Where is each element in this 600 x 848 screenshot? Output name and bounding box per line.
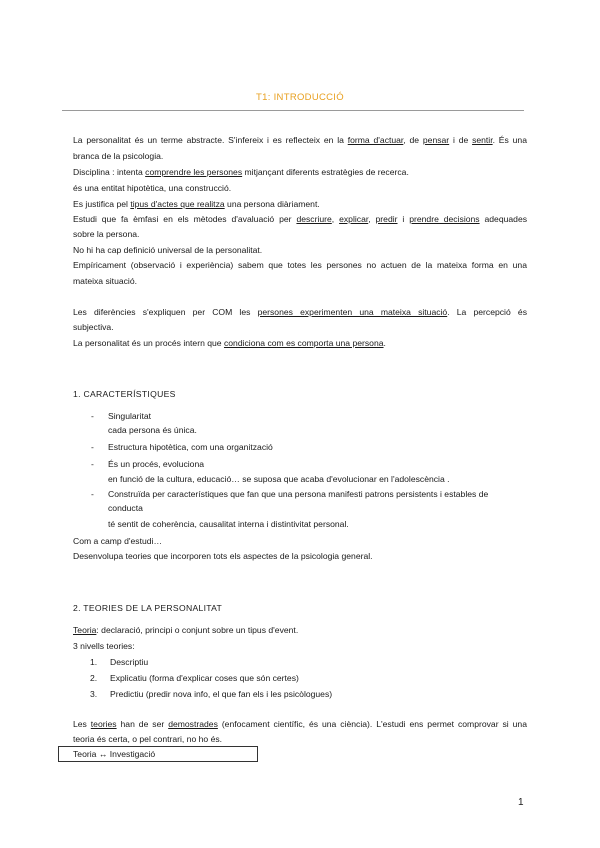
- numbered-item: Predictiu (predir nova info, el que fan els i les psicòlogues): [110, 689, 333, 699]
- intro-line-4: és una entitat hipotètica, una construcció.: [73, 183, 232, 193]
- intro-line-8: No hi ha cap definició universal de la personalitat.: [73, 245, 263, 255]
- list-item: Construïda per característiques que fan que una persona manifesti patrons persistents i estables de: [108, 489, 489, 499]
- numbered-item-number: 1.: [90, 657, 98, 667]
- intro-line-7: sobre la persona.: [73, 229, 140, 239]
- intro-line-12: subjectiva.: [73, 322, 114, 332]
- numbered-item-number: 2.: [90, 673, 98, 683]
- levels-label: 3 nivells teories:: [73, 641, 135, 651]
- section-1-text: Desenvolupa teories que incorporen tots els aspectes de la psicologia general.: [73, 551, 373, 561]
- theory-investigation-box: [58, 746, 258, 762]
- list-item-dash: -: [91, 489, 94, 499]
- list-item-dash: -: [91, 442, 94, 452]
- intro-line-3: Disciplina : intenta comprendre les persones mitjançant diferents estratègies de recerca.: [73, 167, 409, 177]
- intro-line-2: branca de la psicologia.: [73, 151, 164, 161]
- intro-line-11: Les diferències s'expliquen per COM les persones experimenten una mateixa situació. La percepció és: [73, 307, 527, 317]
- list-item: Singularitat: [108, 411, 151, 421]
- intro-line-13: La personalitat és un procés intern que condiciona com es comporta una persona.: [73, 338, 386, 348]
- section-2-paragraph-2: teoria és certa, o pel contrari, no ho és.: [73, 734, 223, 744]
- intro-line-10: mateixa situació.: [73, 276, 138, 286]
- list-item: És un procés, evoluciona: [108, 459, 205, 469]
- intro-line-5: Es justifica pel tipus d'actes que realitza una persona diàriament.: [73, 199, 320, 209]
- section-1-heading: 1. CARACTERÍSTIQUES: [73, 389, 176, 399]
- numbered-item: Descriptiu: [110, 657, 149, 667]
- intro-line-1: La personalitat és un terme abstracte. S'infereix i es reflecteix en la forma d'actuar, de pensar i de sentir. És una: [73, 135, 527, 145]
- list-item-note: cada persona és única.: [108, 425, 197, 435]
- section-2-heading: 2. TEORIES DE LA PERSONALITAT: [73, 603, 223, 613]
- list-item: Estructura hipotètica, com una organització: [108, 442, 273, 452]
- numbered-item: Explicatiu (forma d'explicar coses que són certes): [110, 673, 299, 683]
- list-item-dash: -: [91, 411, 94, 421]
- list-item-continuation: conducta: [108, 503, 143, 513]
- intro-line-6: Estudi que fa èmfasi en els mètodes d'avaluació per descriure, explicar, predir i prendre decisions adequades: [73, 214, 528, 224]
- section-1-text: Com a camp d'estudi…: [73, 536, 163, 546]
- list-item-note: en funció de la cultura, educació… se suposa que acaba d'evolucionar en l'adolescència .: [108, 474, 450, 484]
- intro-line-9: Empíricament (observació i experiència) sabem que totes les persones no actuen de la mateixa forma en una: [73, 260, 527, 270]
- list-item-dash: -: [91, 459, 94, 469]
- numbered-item-number: 3.: [90, 689, 98, 699]
- section-2-paragraph: Les teories han de ser demostrades (enfocament científic, és una ciència). L'estudi ens permet comprovar si una: [73, 719, 527, 729]
- title-divider: [62, 110, 524, 111]
- list-item-note: té sentit de coherència, causalitat interna i distintivitat personal.: [108, 519, 349, 529]
- box-label: Teoria ↔ Investigació: [73, 749, 156, 759]
- page-number: 1: [518, 797, 524, 808]
- page-title: T1: INTRODUCCIÓ: [256, 92, 344, 103]
- theory-definition: Teoria: declaració, principi o conjunt sobre un tipus d'event.: [73, 625, 299, 635]
